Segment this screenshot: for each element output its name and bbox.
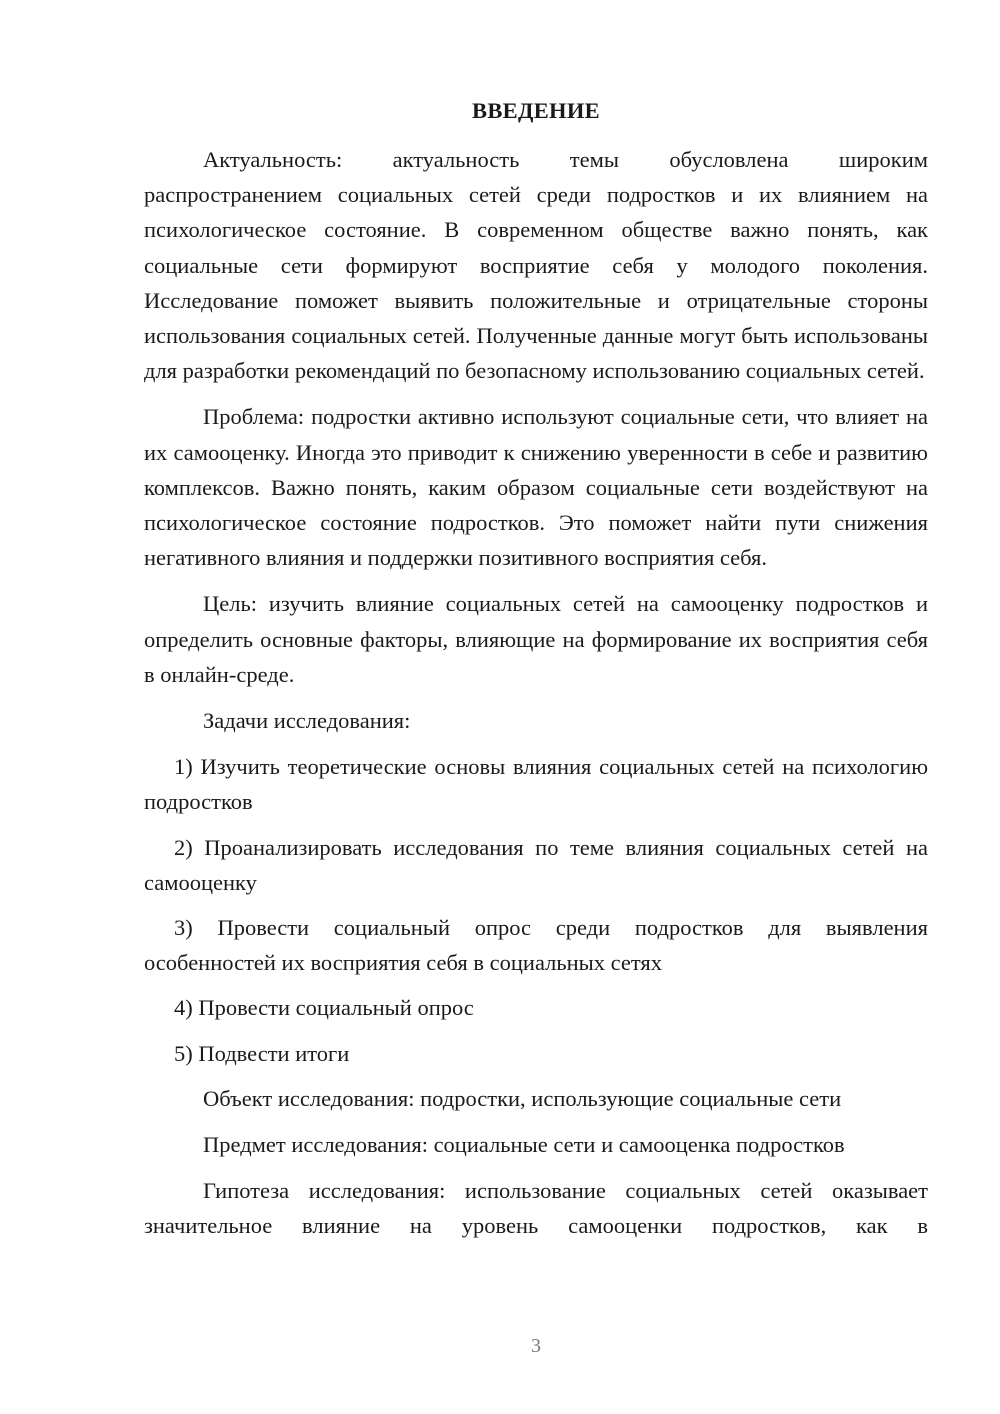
task-item: 1) Изучить теоретические основы влияния социальных сетей на психологию подростков [144,754,928,815]
task-item: 5) Подвести итоги [174,1040,350,1066]
page-title: ВВЕДЕНИЕ [472,98,600,123]
page-content [144,142,928,1255]
subject-paragraph: Предмет исследования: социальные сети и самооценка подростков [203,1132,845,1158]
tasks-heading: Задачи исследования: [203,708,411,734]
task-item: 3) Провести социальный опрос среди подростков для выявления особенностей их восприятия себя в социальных сетях [144,915,928,976]
task-item: 4) Провести социальный опрос [174,995,474,1021]
hypothesis-paragraph: Гипотеза исследования: использование социальных сетей оказывает значительное влияние на уровень самооценки подростков, как в [144,1178,928,1239]
goal-paragraph: Цель: изучить влияние социальных сетей на самооценку подростков и определить основные факторы, влияющие на формирование их восприятия себя в онлайн-среде. [144,591,928,687]
page-number: 3 [531,1335,541,1357]
task-item: 2) Проанализировать исследования по теме влияния социальных сетей на самооценку [144,834,928,895]
problem-paragraph: Проблема: подростки активно используют социальные сети, что влияет на их самооценку. Иногда это приводит к снижению уверенности в себе и развитию комплексов. Важно понять, каким образом социальные сети воздействуют на психологическое состояние подростков. Это поможет найти пути снижения негативного влияния и поддержки позитивного восприятия себя. [144,404,928,571]
object-paragraph: Объект исследования: подростки, использующие социальные сети [203,1085,842,1111]
relevance-paragraph: Актуальность: актуальность темы обусловлена широким распространением социальных сетей среди подростков и их влиянием на психологическое состояние. В современном обществе важно понять, как социальные сети формируют восприятие себя у молодого поколения. Исследование поможет выявить положительные и отрицательные стороны использования социальных сетей. Полученные данные могут быть использованы для разработки рекомендаций по безопасному использованию социальных сетей. [144,147,928,384]
